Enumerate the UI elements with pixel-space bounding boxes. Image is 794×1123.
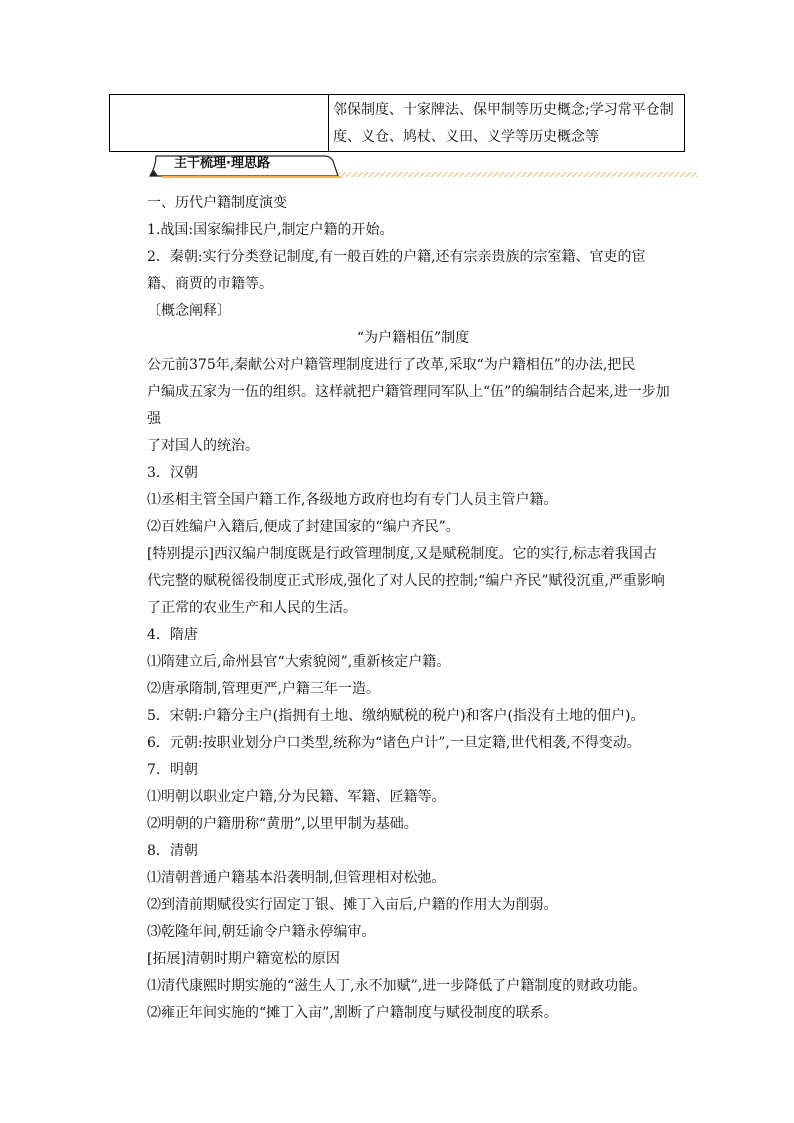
section-title: 一、历代户籍制度演变 — [147, 195, 287, 211]
paragraph-qin-line1: 2．秦朝:实行分类登记制度,有一般百姓的户籍,还有宗亲贵族的宗室籍、官吏的宦 — [147, 249, 646, 265]
tip-line3: 了正常的农业生产和人民的生活。 — [147, 600, 357, 616]
ming-point-1: ⑴明朝以职业定户籍,分为民籍、军籍、匠籍等。 — [147, 789, 446, 805]
heading-han: 3．汉朝 — [147, 465, 198, 481]
paragraph-qin-line2: 籍、商贾的市籍等。 — [147, 276, 273, 292]
table-right-cell — [333, 97, 683, 151]
main-content — [147, 190, 679, 1027]
paragraph-song: 5．宋朝:户籍分主户(指拥有土地、缴纳赋税的税户)和客户(指没有土地的佃户)。 — [147, 708, 645, 724]
heading-ming: 7．明朝 — [147, 762, 198, 778]
han-point-1: ⑴丞相主管全国户籍工作,各级地方政府也均有专门人员主管户籍。 — [147, 492, 558, 508]
suitang-point-1: ⑴隋建立后,命州县官“大索貌阅”,重新核定户籍。 — [147, 654, 451, 670]
table-left-cell — [110, 95, 329, 151]
qing-point-2: ⑵到清前期赋役实行固定丁银、摊丁入亩后,户籍的作用大为削弱。 — [147, 897, 558, 913]
suitang-point-2: ⑵唐承隋制,管理更严,户籍三年一造。 — [147, 681, 380, 697]
extension-title: [拓展]清朝时期户籍宽松的原因 — [147, 951, 340, 967]
concept-line3: 了对国人的统治。 — [147, 438, 259, 454]
extension-point-2: ⑵雍正年间实施的“摊丁入亩”,割断了户籍制度与赋役制度的联系。 — [147, 1005, 558, 1021]
tip-line2: 代完整的赋税徭役制度正式形成,强化了对人民的控制;“编户齐民”赋役沉重,严重影响 — [147, 573, 665, 589]
tip-line1: [特别提示]西汉编户制度既是行政管理制度,又是赋税制度。它的实行,标志着我国古 — [147, 546, 657, 562]
table-line: 邻保制度、十家牌法、保甲制等历史概念;学习常平仓制 — [333, 102, 674, 118]
qing-point-3: ⑶乾隆年间,朝廷谕令户籍永停编审。 — [147, 924, 376, 940]
concept-line1: 公元前375年,秦献公对户籍管理制度进行了改革,采取“为户籍相伍”的办法,把民 — [147, 357, 636, 373]
section-banner — [148, 154, 700, 180]
table-line: 度、义仓、鸠杖、义田、义学等历史概念等 — [333, 129, 599, 145]
extension-point-1: ⑴清代康熙时期实施的“滋生人丁,永不加赋”,进一步降低了户籍制度的财政功能。 — [147, 978, 647, 994]
heading-suitang: 4．隋唐 — [147, 627, 198, 643]
banner-title: 主干梳理·理思路 — [174, 156, 270, 171]
concept-title: “为户籍相伍”制度 — [356, 330, 470, 346]
han-point-2: ⑵百姓编户入籍后,便成了封建国家的“编户齐民”。 — [147, 519, 460, 535]
concept-label: 〔概念阐释〕 — [147, 303, 231, 319]
paragraph-yuan: 6．元朝:按职业划分户口类型,统称为“诸色户计”,一旦定籍,世代相袭,不得变动。 — [147, 735, 641, 751]
objectives-table — [109, 94, 685, 152]
qing-point-1: ⑴清朝普通户籍基本沿袭明制,但管理相对松弛。 — [147, 870, 446, 886]
ming-point-2: ⑵明朝的户籍册称“黄册”,以里甲制为基础。 — [147, 816, 418, 832]
heading-qing: 8．清朝 — [147, 843, 198, 859]
paragraph-zhanguo: 1.战国:国家编排民户,制定户籍的开始。 — [147, 222, 394, 238]
concept-line2: 户编成五家为一伍的组织。这样就把户籍管理同军队上“伍”的编制结合起来,进一步加强 — [147, 384, 670, 427]
